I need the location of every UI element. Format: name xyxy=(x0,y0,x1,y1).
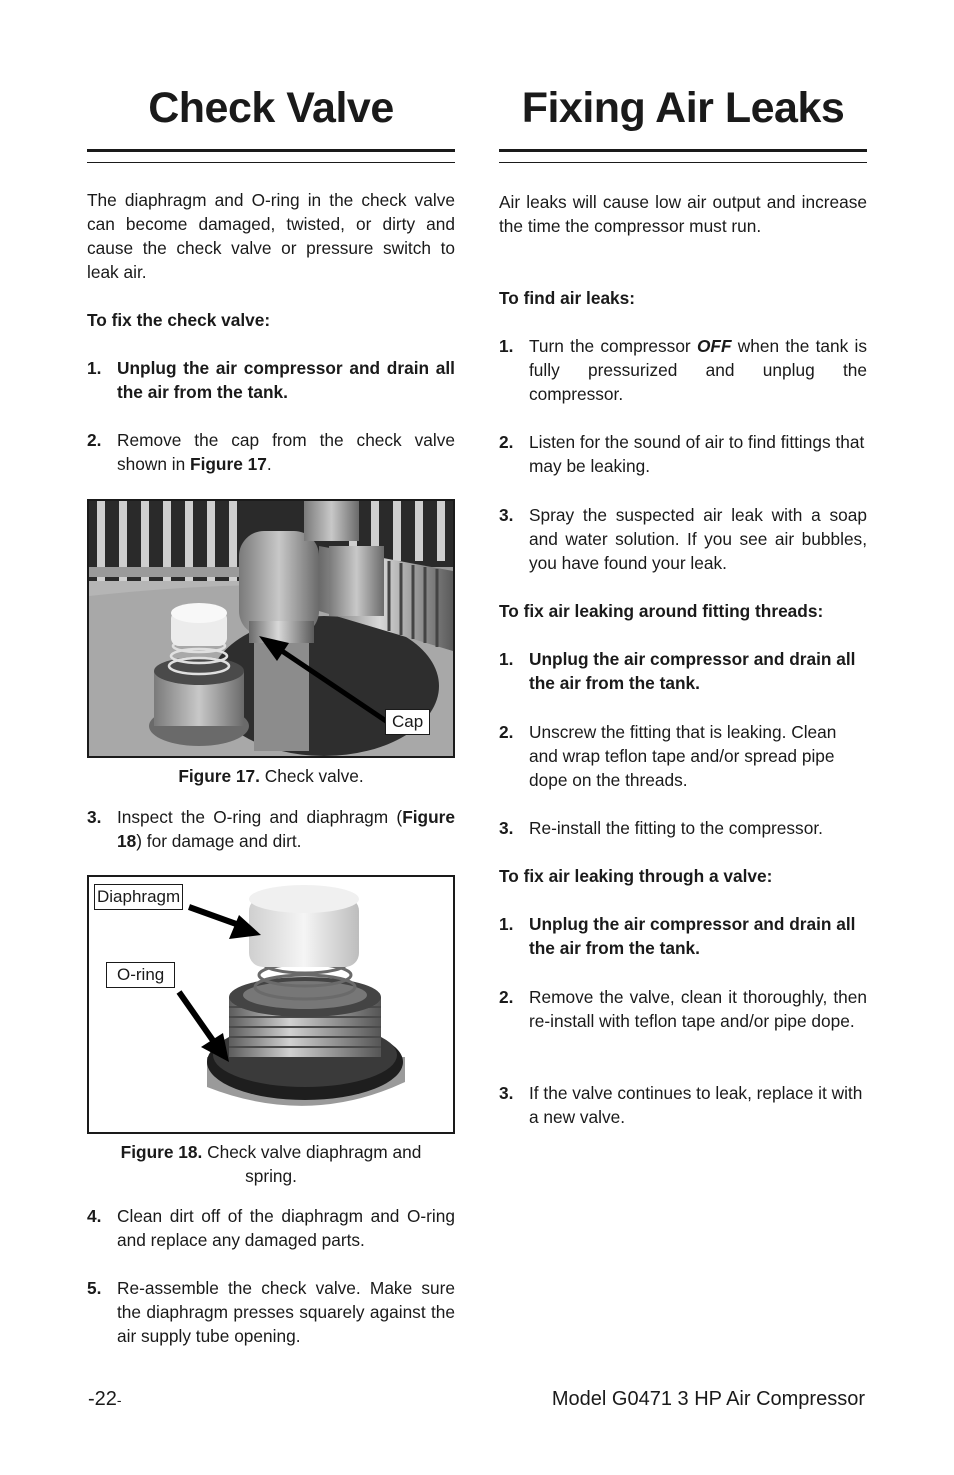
title-rule-thin xyxy=(499,162,867,163)
step-number: 1. xyxy=(87,358,102,378)
step-text: Inspect the O-ring and diaphragm (Figure 18) for damage and dirt. xyxy=(117,807,455,851)
off-emphasis: OFF xyxy=(696,336,732,356)
step-text: Remove the valve, clean it thoroughly, then re-install with teflon tape and/or pipe dope. xyxy=(529,987,867,1031)
find-leaks-heading: To find air leaks: xyxy=(499,288,636,308)
step-number: 2. xyxy=(87,430,102,450)
step-number: 3. xyxy=(499,1083,514,1103)
find-leaks-step-1 xyxy=(499,334,867,406)
step-number: 1. xyxy=(499,336,514,356)
diaphragm-spring-photo-illustration xyxy=(89,877,453,1132)
section-title-fixing-air-leaks: Fixing Air Leaks xyxy=(521,84,845,132)
title-rule-thick xyxy=(499,149,867,152)
step-number: 2. xyxy=(499,722,514,742)
threads-step-1 xyxy=(499,647,867,695)
figure-reference: Figure 17 xyxy=(190,454,267,474)
find-leaks-step-3 xyxy=(499,503,867,575)
diaphragm-callout: Diaphragm xyxy=(94,884,183,910)
valve-step-3 xyxy=(499,1081,867,1129)
step-text: Turn the compressor OFF when the tank is fully pressurized and unplug the compressor. xyxy=(529,336,868,404)
step-number: 3. xyxy=(499,505,514,525)
title-rule-thin xyxy=(87,162,455,163)
valve-heading: To fix air leaking through a valve: xyxy=(499,866,773,886)
threads-step-2 xyxy=(499,720,867,792)
step-text: Unplug the air compressor and drain all the air from the tank. xyxy=(529,649,856,693)
check-valve-heading: To fix the check valve: xyxy=(87,310,271,330)
step-text: Unscrew the fitting that is leaking. Clean and wrap teflon tape and/or spread pipe dope on the threads. xyxy=(529,722,837,790)
step-number: 5. xyxy=(87,1278,102,1298)
step-text: Listen for the sound of air to find fittings that may be leaking. xyxy=(529,432,865,476)
step-text: Unplug the air compressor and drain all the air from the tank. xyxy=(529,914,856,958)
threads-step-3 xyxy=(499,816,867,840)
check-valve-intro: The diaphragm and O-ring in the check valve can become damaged, twisted, or dirty and cause the check valve or pressure switch to leak air. xyxy=(87,190,455,282)
step-number: 1. xyxy=(499,914,514,934)
find-leaks-step-2 xyxy=(499,430,867,478)
threads-heading: To fix air leaking around fitting threads: xyxy=(499,601,824,621)
valve-step-2 xyxy=(499,985,867,1033)
figure-17-image xyxy=(87,499,455,758)
check-valve-step-2 xyxy=(87,428,455,476)
title-rule-thick xyxy=(87,149,455,152)
cap-callout: Cap xyxy=(385,709,430,735)
step-number: 4. xyxy=(87,1206,102,1226)
step-number: 3. xyxy=(87,807,102,827)
figure-17-caption: Figure 17. Check valve. xyxy=(178,766,364,786)
step-text: Clean dirt off of the diaphragm and O-ring and replace any damaged parts. xyxy=(117,1206,455,1250)
check-valve-step-5 xyxy=(87,1276,455,1348)
step-text: Remove the cap from the check valve shown in Figure 17. xyxy=(117,430,455,474)
step-text: Re-install the fitting to the compressor. xyxy=(529,818,823,838)
valve-step-1 xyxy=(499,912,867,960)
oring-callout: O-ring xyxy=(106,962,175,988)
check-valve-step-4 xyxy=(87,1204,455,1252)
figure-18-image xyxy=(87,875,455,1134)
step-text: Spray the suspected air leak with a soap and water solution. If you see air bubbles, you have found your leak. xyxy=(529,505,867,573)
figure-18-caption: Figure 18. Check valve diaphragm and spring. xyxy=(120,1142,422,1186)
step-number: 2. xyxy=(499,987,514,1007)
page-number: -22- xyxy=(88,1388,122,1410)
figure-reference: Figure 18 xyxy=(117,807,455,851)
step-number: 3. xyxy=(499,818,514,838)
step-text: If the valve continues to leak, replace it with a new valve. xyxy=(529,1083,863,1127)
step-number: 1. xyxy=(499,649,514,669)
check-valve-step-1 xyxy=(87,356,455,404)
section-title-check-valve: Check Valve xyxy=(148,84,394,132)
step-text: Unplug the air compressor and drain all the air from the tank. xyxy=(117,358,455,402)
step-number: 2. xyxy=(499,432,514,452)
air-leaks-intro: Air leaks will cause low air output and increase the time the compressor must run. xyxy=(499,192,867,236)
check-valve-step-3 xyxy=(87,805,455,853)
model-name: Model G0471 3 HP Air Compressor xyxy=(551,1388,865,1410)
step-text: Re-assemble the check valve. Make sure the diaphragm presses squarely against the air supply tube opening. xyxy=(117,1278,455,1346)
